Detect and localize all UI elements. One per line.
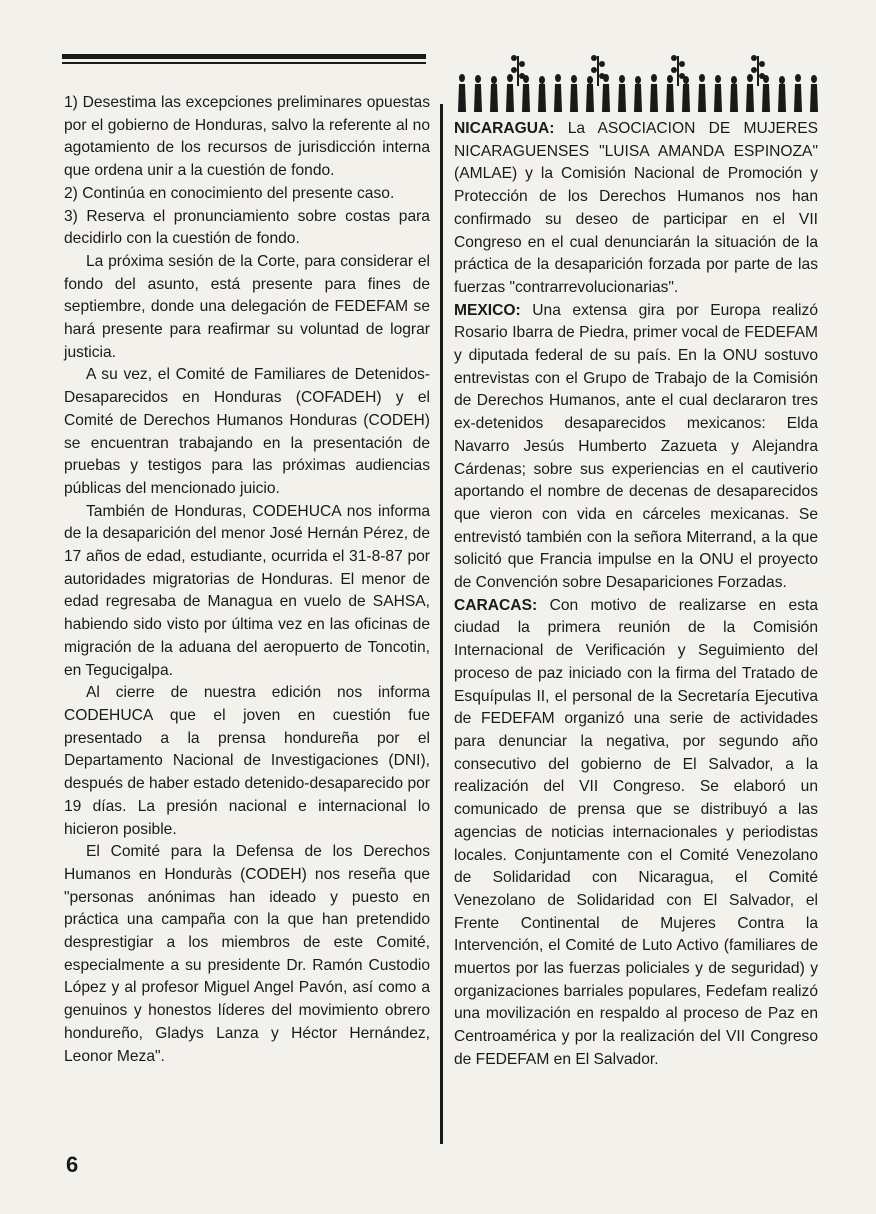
standing-figure-icon [778, 76, 786, 112]
standing-figure-icon [506, 55, 525, 112]
standing-figure-icon [698, 74, 706, 112]
paragraph-resolution-3: 3) Reserva el pronunciamiento sobre costas para decidirlo con la cuestión de fondo. [64, 207, 430, 248]
standing-figure-icon [714, 75, 722, 112]
section-nicaragua [454, 118, 818, 300]
figures-banner-illustration [454, 48, 820, 116]
heading-nicaragua: NICARAGUA: [454, 120, 555, 137]
section-caracas [454, 595, 818, 1072]
column-divider [440, 104, 443, 1144]
top-rule [62, 54, 426, 64]
standing-figure-icon [474, 75, 482, 112]
standing-figure-icon [554, 74, 562, 112]
standing-figure-icon [522, 75, 530, 112]
heading-mexico: MEXICO: [454, 301, 521, 319]
text-mexico: Una extensa gira por Europa realizó Rosario Ibarra de Piedra, primer vocal de FEDEFAM y diputada federal de su país. En la ONU sostuvo entrevistas con el Grupo de Trabajo de la Comisión de Derechos Humanos, ante el cual declararon tres ex-detenidos desaparecidos mexicanos: Elda Navarro Jesús Humberto Zazueta y Alejandra Cárdenas; sobre sus experiencias en el cautiverio aportando el nombre de decenas de desaparecidos que vieron con vida en cárceles mexicanas. Se entrevistó también con la señora Miterrand, a la que solicitó que Francia impulse en la ONU el proyecto de Convención sobre Desapariciones Forzadas. [454, 301, 818, 592]
text-caracas: Con motivo de realizarse en esta ciudad la primera reunión de la Comisión Internacional de Verificación y Seguimiento del proceso de paz iniciado con la firma del Tratado de Esquípulas II, el personal de la Secretaría Ejecutiva de FEDEFAM organizó una serie de actividades para denunciar la negativa, por segundo año consecutivo del gobierno de El Salvador, a la realización del VII Congreso. Se elaboró un comunicado de prensa que se distribuyó a las agencias de noticias internacionales y periodistas locales. Conjuntamente con el Comité Venezolano de Solidaridad con Nicaragua, el Comité Venezolano de Solidaridad con El Salvador, el Frente Continental de Mujeres Contra la Intervención, el Comité de Luto Activo (familiares de muertos por las fuerzas policiales y de seguridad) y organizaciones barriales populares, Fedefam realizó una movilización en respaldo al proceso de Paz en Centroamérica y por la realización del VII Congreso de FEDEFAM en El Salvador. [454, 596, 818, 1068]
paragraph-corte-session: La próxima sesión de la Corte, para considerar el fondo del asunto, está presente para fines de septiembre, donde una delegación de FEDEFAM se hará presente para reafirmar su voluntad de lograr justicia. [64, 252, 430, 361]
paragraph-resolution-1: 1) Desestima las excepciones preliminares opuestas por el gobierno de Honduras, salvo la referente al no agotamiento de los recursos de jurisdicción interna que ordena unir a la cuestión de fondo. [64, 94, 430, 180]
standing-figure-icon [570, 75, 578, 112]
standing-figure-icon [682, 76, 690, 112]
text-nicaragua: La ASOCIACION DE MUJERES NICARAGUENSES "LUISA AMANDA ESPINOZA" (AMLAE) y la Comisión Nacional de Promoción y Protección de los Derechos Humanos nos han confirmado su deseo de participar en el VII Congreso en el cual denunciarán la situación de la práctica de la desaparición forzada por parte de las fuerzas "contrarrevolucionarias". [454, 120, 818, 296]
standing-figure-icon [458, 74, 466, 112]
section-mexico [454, 300, 818, 595]
standing-figure-icon [730, 76, 738, 112]
paragraph-cofadeh: A su vez, el Comité de Familiares de Detenidos-Desaparecidos en Honduras (COFADEH) y el Comité de Derechos Humanos Honduras (CODEH) se encuentran trabajando en la presentación de pruebas y testigos para las próximas audiencias públicas del mencionado juicio. [64, 366, 430, 497]
standing-figure-icon [586, 55, 605, 112]
paragraph-codeh-campaign: El Comité para la Defensa de los Derechos Humanos en Honduràs (CODEH) nos reseña que "personas anónimas han ideado y puesto en práctica una campaña con la que han pretendido desprestigiar a los miembros de este Comité, especialmente a su presidente Dr. Ramón Custodio López y al profesor Miguel Angel Pavón, así como a genuinos y honestos líderes del movimiento obrero hondureño, Gladys Lanza y Héctor Hernández, Leonor Meza". [64, 843, 430, 1065]
standing-figure-icon [618, 75, 626, 112]
right-column [454, 118, 818, 1072]
standing-figure-icon [666, 55, 685, 112]
paragraph-resolution-2: 2) Continúa en conocimiento del presente caso. [64, 184, 395, 202]
standing-figure-icon [650, 74, 658, 112]
standing-figure-icon [746, 55, 765, 112]
page-number: 6 [66, 1152, 79, 1177]
standing-figure-icon [490, 76, 498, 112]
paragraph-codehuca-followup: Al cierre de nuestra edición nos informa CODEHUCA que el joven en cuestión fue presentado a la prensa hondureña por el Departamento Nacional de Investigaciones (DNI), después de haber estado detenido-desaparecido por 19 días. La presión nacional e internacional lo hicieron posible. [64, 684, 430, 838]
standing-figure-icon [794, 74, 802, 112]
paragraph-codehuca-report: También de Honduras, CODEHUCA nos informa de la desaparición del menor José Hernán Pérez, de 17 años de edad, estudiante, ocurrida el 31-8-87 por autoridades migratorias de Honduras. El menor de edad regresaba de Managua en vuelo de SAHSA, habiendo sido visto por última vez en las oficinas de migración de la aduana del aeropuerto de Toncotin, en Tegucigalpa. [64, 502, 430, 679]
heading-caracas: CARACAS: [454, 596, 538, 614]
standing-figure-icon [762, 75, 770, 112]
left-column [64, 92, 430, 1068]
standing-figure-icon [634, 76, 642, 112]
standing-figure-icon [602, 74, 610, 112]
standing-figure-icon [538, 76, 546, 112]
standing-figure-icon [810, 75, 818, 112]
